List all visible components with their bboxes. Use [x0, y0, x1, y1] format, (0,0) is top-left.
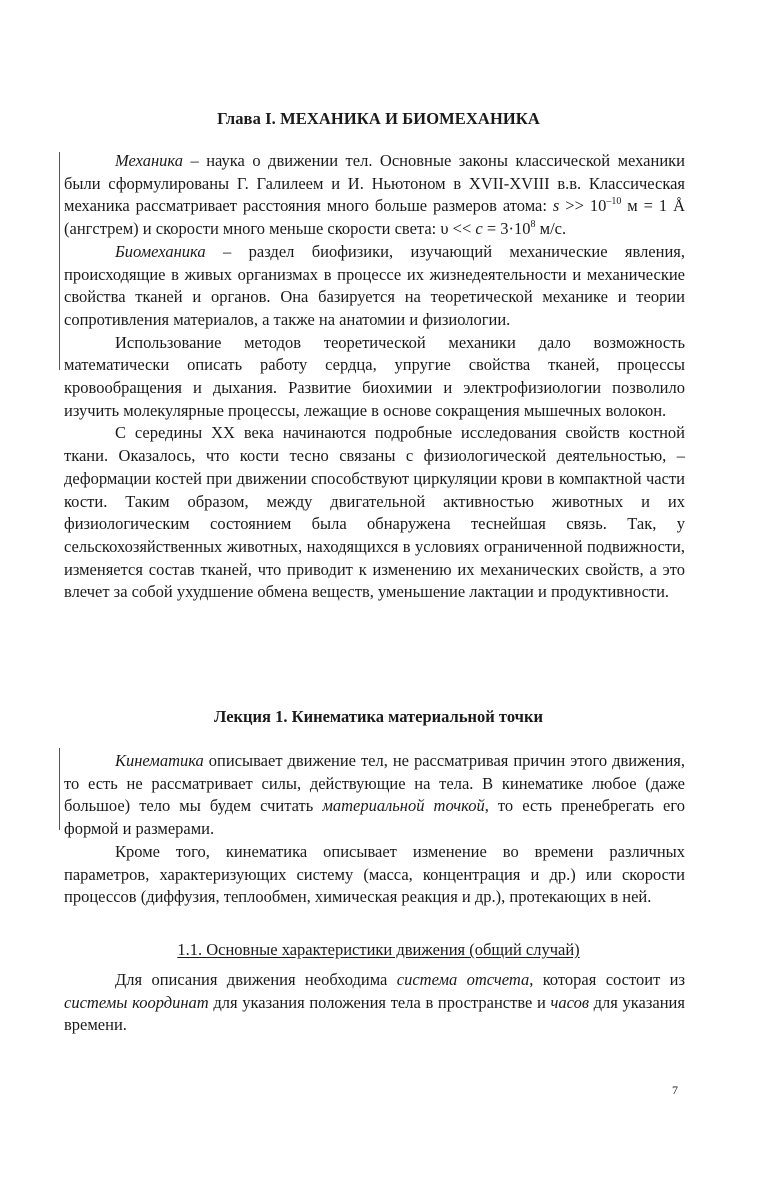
section-body	[64, 969, 685, 1037]
lecture-title: Лекция 1. Кинематика материальной точки	[214, 707, 543, 726]
page-number: 7	[672, 1083, 678, 1097]
term-mechanics: Механика	[115, 151, 183, 170]
term-clock: часов	[550, 992, 589, 1012]
term-reference-frame: система отсчета	[396, 970, 530, 989]
paragraph-methods: Использование методов теоретической механики дало возможность математически описать работу сердца, упругие свойства тканей, процессы кровообращения и дыхания. Развитие биохимии и электрофизиологии позволило изучить молекулярные процессы, лежащие в основе сокращения мышечных волокон.	[64, 332, 685, 420]
paragraph-kinematics: Кинематика описывает движение тел, не рассматривая причин этого движения, то есть не рассматривает силы, действующие на тела. В кинематике любое (даже большое) тело мы будем считать материальной точкой, то есть пренебрегать его формой и размерами.	[64, 751, 685, 839]
section-heading: 1.1. Основные характеристики движения (общий случай)	[177, 940, 580, 959]
paragraph-reference-frame: Для описания движения необходима система отсчета, которая состоит из системы координат для указания положения тела в пространстве и часов для указания времени.	[64, 970, 685, 1035]
chapter-title: Глава I. МЕХАНИКА И БИОМЕХАНИКА	[217, 109, 540, 128]
paragraph-biomechanics: Биомеханика – раздел биофизики, изучающий механические явления, происходящие в живых организмах в процессе их жизнедеятельности и механические свойства тканей и органов. Она базируется на теоретической механике и теории сопротивления материалов, а также на анатомии и физиологии.	[64, 241, 685, 329]
lecture-body	[64, 750, 685, 909]
term-biomechanics: Биомеханика	[115, 241, 206, 261]
margin-change-bar	[59, 152, 60, 370]
paragraph-mechanics: Механика – наука о движении тел. Основные законы классической механики были сформулированы Г. Галилеем и И. Ньютоном в XVII-XVIII в.в. Классическая механика рассматривает расстояния много больше размеров атома: $s >> 10^{-10}$ м = 1 Å (ангстрем) и скорости много меньше скорости света: $\upsilon << c = 3\cdot 10^8$ м/с.	[64, 151, 685, 239]
term-material-point: материальной точкой	[322, 796, 485, 816]
margin-change-bar	[59, 748, 60, 830]
paragraph-bone-research: С середины XX века начинаются подробные исследования свойств костной ткани. Оказалось, что кости тесно связаны с физиологической деятельностью, – деформации костей при движении способствуют циркуляции крови в компактной части кости. Таким образом, между двигательной активностью животных и их физиологическим состоянием была обнаружена теснейшая связь. Так, у сельскохозяйственных животных, находящихся в условиях ограниченной подвижности, изменяется состав тканей, что приводит к изменению их механических свойств, а это влечет за собой ухудшение обмена веществ, уменьшение лактации и продуктивности.	[64, 423, 685, 602]
term-kinematics: Кинематика	[115, 751, 204, 770]
paragraph-kinematics-params: Кроме того, кинематика описывает изменение во времени различных параметров, характеризующих систему (масса, концентрация и др.) или скорости процессов (диффузия, теплообмен, химическая реакция и др.), протекающих в ней.	[64, 841, 685, 907]
chapter-body	[64, 150, 685, 604]
term-coordinate-system: системы координат	[64, 992, 209, 1012]
